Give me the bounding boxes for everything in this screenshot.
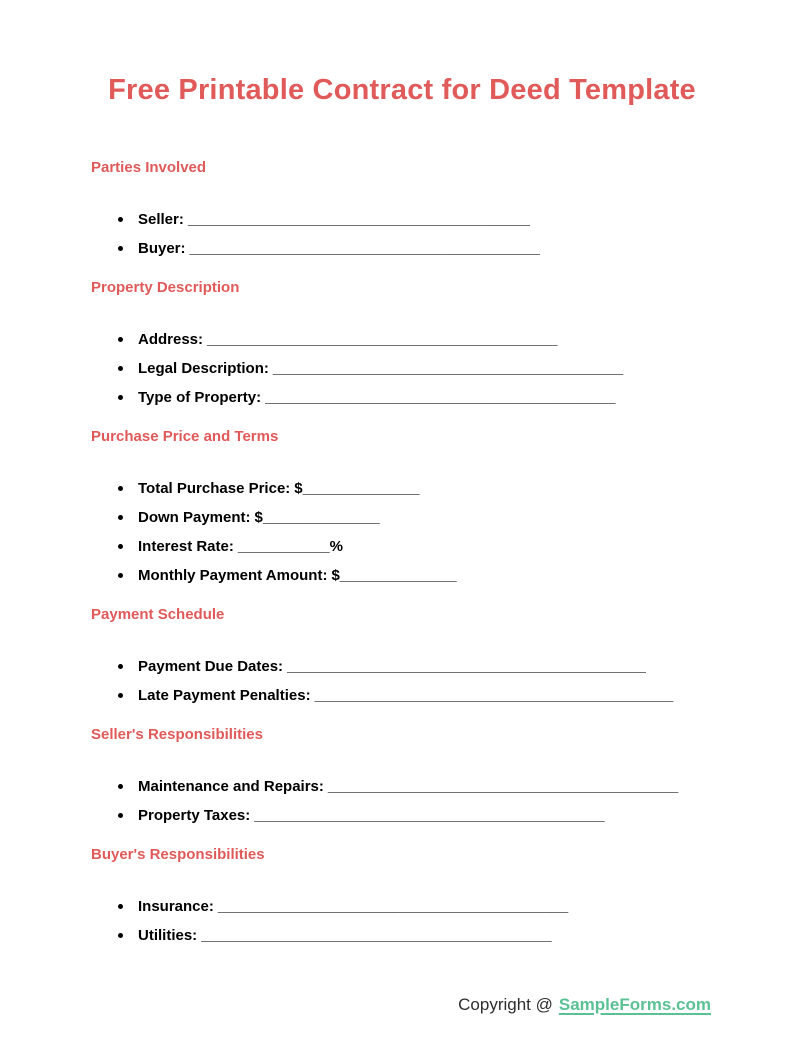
- bullet-icon: [118, 904, 123, 909]
- bullet-icon: [118, 486, 123, 491]
- field-row-seller: [91, 205, 713, 234]
- bullet-icon: [118, 515, 123, 520]
- field-row-insurance: [91, 892, 713, 921]
- field-blank: __________________________________________: [217, 898, 569, 915]
- field-blank: __________________________________________: [265, 389, 616, 406]
- field-label: Interest Rate:: [138, 538, 234, 555]
- bullet-icon: [118, 784, 123, 789]
- field-label: Legal Description:: [138, 360, 269, 377]
- section-sellers-responsibilities: [91, 727, 713, 830]
- field-blank: $______________: [331, 567, 457, 584]
- field-list: [91, 474, 713, 590]
- bullet-icon: [118, 693, 123, 698]
- field-label: Type of Property:: [138, 389, 262, 406]
- section-parties-involved: [91, 160, 713, 263]
- bullet-icon: [118, 664, 123, 669]
- field-list: [91, 772, 713, 830]
- field-row-property-taxes: [91, 801, 713, 830]
- field-blank: ___________: [237, 538, 330, 555]
- field-row-address: [91, 325, 713, 354]
- field-list: [91, 652, 713, 710]
- bullet-icon: [118, 813, 123, 818]
- field-row-total-purchase-price: [91, 474, 713, 503]
- section-heading: Payment Schedule: [91, 606, 225, 623]
- field-label: Buyer:: [138, 240, 186, 257]
- field-blank: __________________________________________: [254, 807, 605, 824]
- field-blank: __________________________________________: [207, 331, 558, 348]
- section-heading: Buyer's Responsibilities: [91, 846, 265, 863]
- field-label: Maintenance and Repairs:: [138, 778, 324, 795]
- section-heading: Seller's Responsibilities: [91, 726, 263, 743]
- field-blank: ___________________________________________: [314, 687, 674, 704]
- page-title: Free Printable Contract for Deed Template: [108, 74, 696, 106]
- section-property-description: [91, 280, 713, 412]
- section-heading: Purchase Price and Terms: [91, 428, 279, 445]
- field-row-payment-due-dates: [91, 652, 713, 681]
- field-blank: ___________________________________________: [287, 658, 646, 675]
- footer-copyright: Copyright @: [458, 995, 553, 1014]
- footer-brand-link[interactable]: SampleForms.com: [558, 995, 711, 1014]
- bullet-icon: [118, 246, 123, 251]
- field-row-late-payment-penalties: [91, 681, 713, 710]
- field-blank: __________________________________________: [189, 240, 540, 257]
- bullet-icon: [118, 933, 123, 938]
- field-label: Monthly Payment Amount:: [138, 567, 328, 584]
- field-row-legal-description: [91, 354, 713, 383]
- field-list: [91, 205, 713, 263]
- field-label: Seller:: [138, 211, 184, 228]
- field-blank: __________________________________________: [327, 778, 679, 795]
- field-suffix: %: [329, 538, 343, 555]
- field-row-buyer: [91, 234, 713, 263]
- field-label: Address:: [138, 331, 204, 348]
- field-row-down-payment: [91, 503, 713, 532]
- field-row-interest-rate: [91, 532, 713, 561]
- field-row-maintenance-repairs: [91, 772, 713, 801]
- field-label: Down Payment:: [138, 509, 251, 526]
- field-blank: __________________________________________: [201, 927, 552, 944]
- field-label: Payment Due Dates:: [138, 658, 284, 675]
- field-row-monthly-payment-amount: [91, 561, 713, 590]
- field-label: Total Purchase Price:: [138, 480, 291, 497]
- bullet-icon: [118, 573, 123, 578]
- section-payment-schedule: [91, 607, 713, 710]
- field-label: Utilities:: [138, 927, 198, 944]
- field-blank: $______________: [254, 509, 380, 526]
- field-blank: _________________________________________: [187, 211, 530, 228]
- section-heading: Parties Involved: [91, 159, 207, 176]
- bullet-icon: [118, 217, 123, 222]
- field-row-type-of-property: [91, 383, 713, 412]
- bullet-icon: [118, 337, 123, 342]
- section-heading: Property Description: [91, 279, 240, 296]
- field-label: Late Payment Penalties:: [138, 687, 311, 704]
- field-row-utilities: [91, 921, 713, 950]
- field-blank: __________________________________________: [272, 360, 624, 377]
- bullet-icon: [118, 395, 123, 400]
- bullet-icon: [118, 544, 123, 549]
- bullet-icon: [118, 366, 123, 371]
- field-list: [91, 892, 713, 950]
- footer: [458, 994, 711, 1016]
- section-buyers-responsibilities: [91, 847, 713, 950]
- field-label: Property Taxes:: [138, 807, 251, 824]
- field-list: [91, 325, 713, 412]
- section-purchase-price-terms: [91, 429, 713, 590]
- field-label: Insurance:: [138, 898, 214, 915]
- field-blank: $______________: [294, 480, 420, 497]
